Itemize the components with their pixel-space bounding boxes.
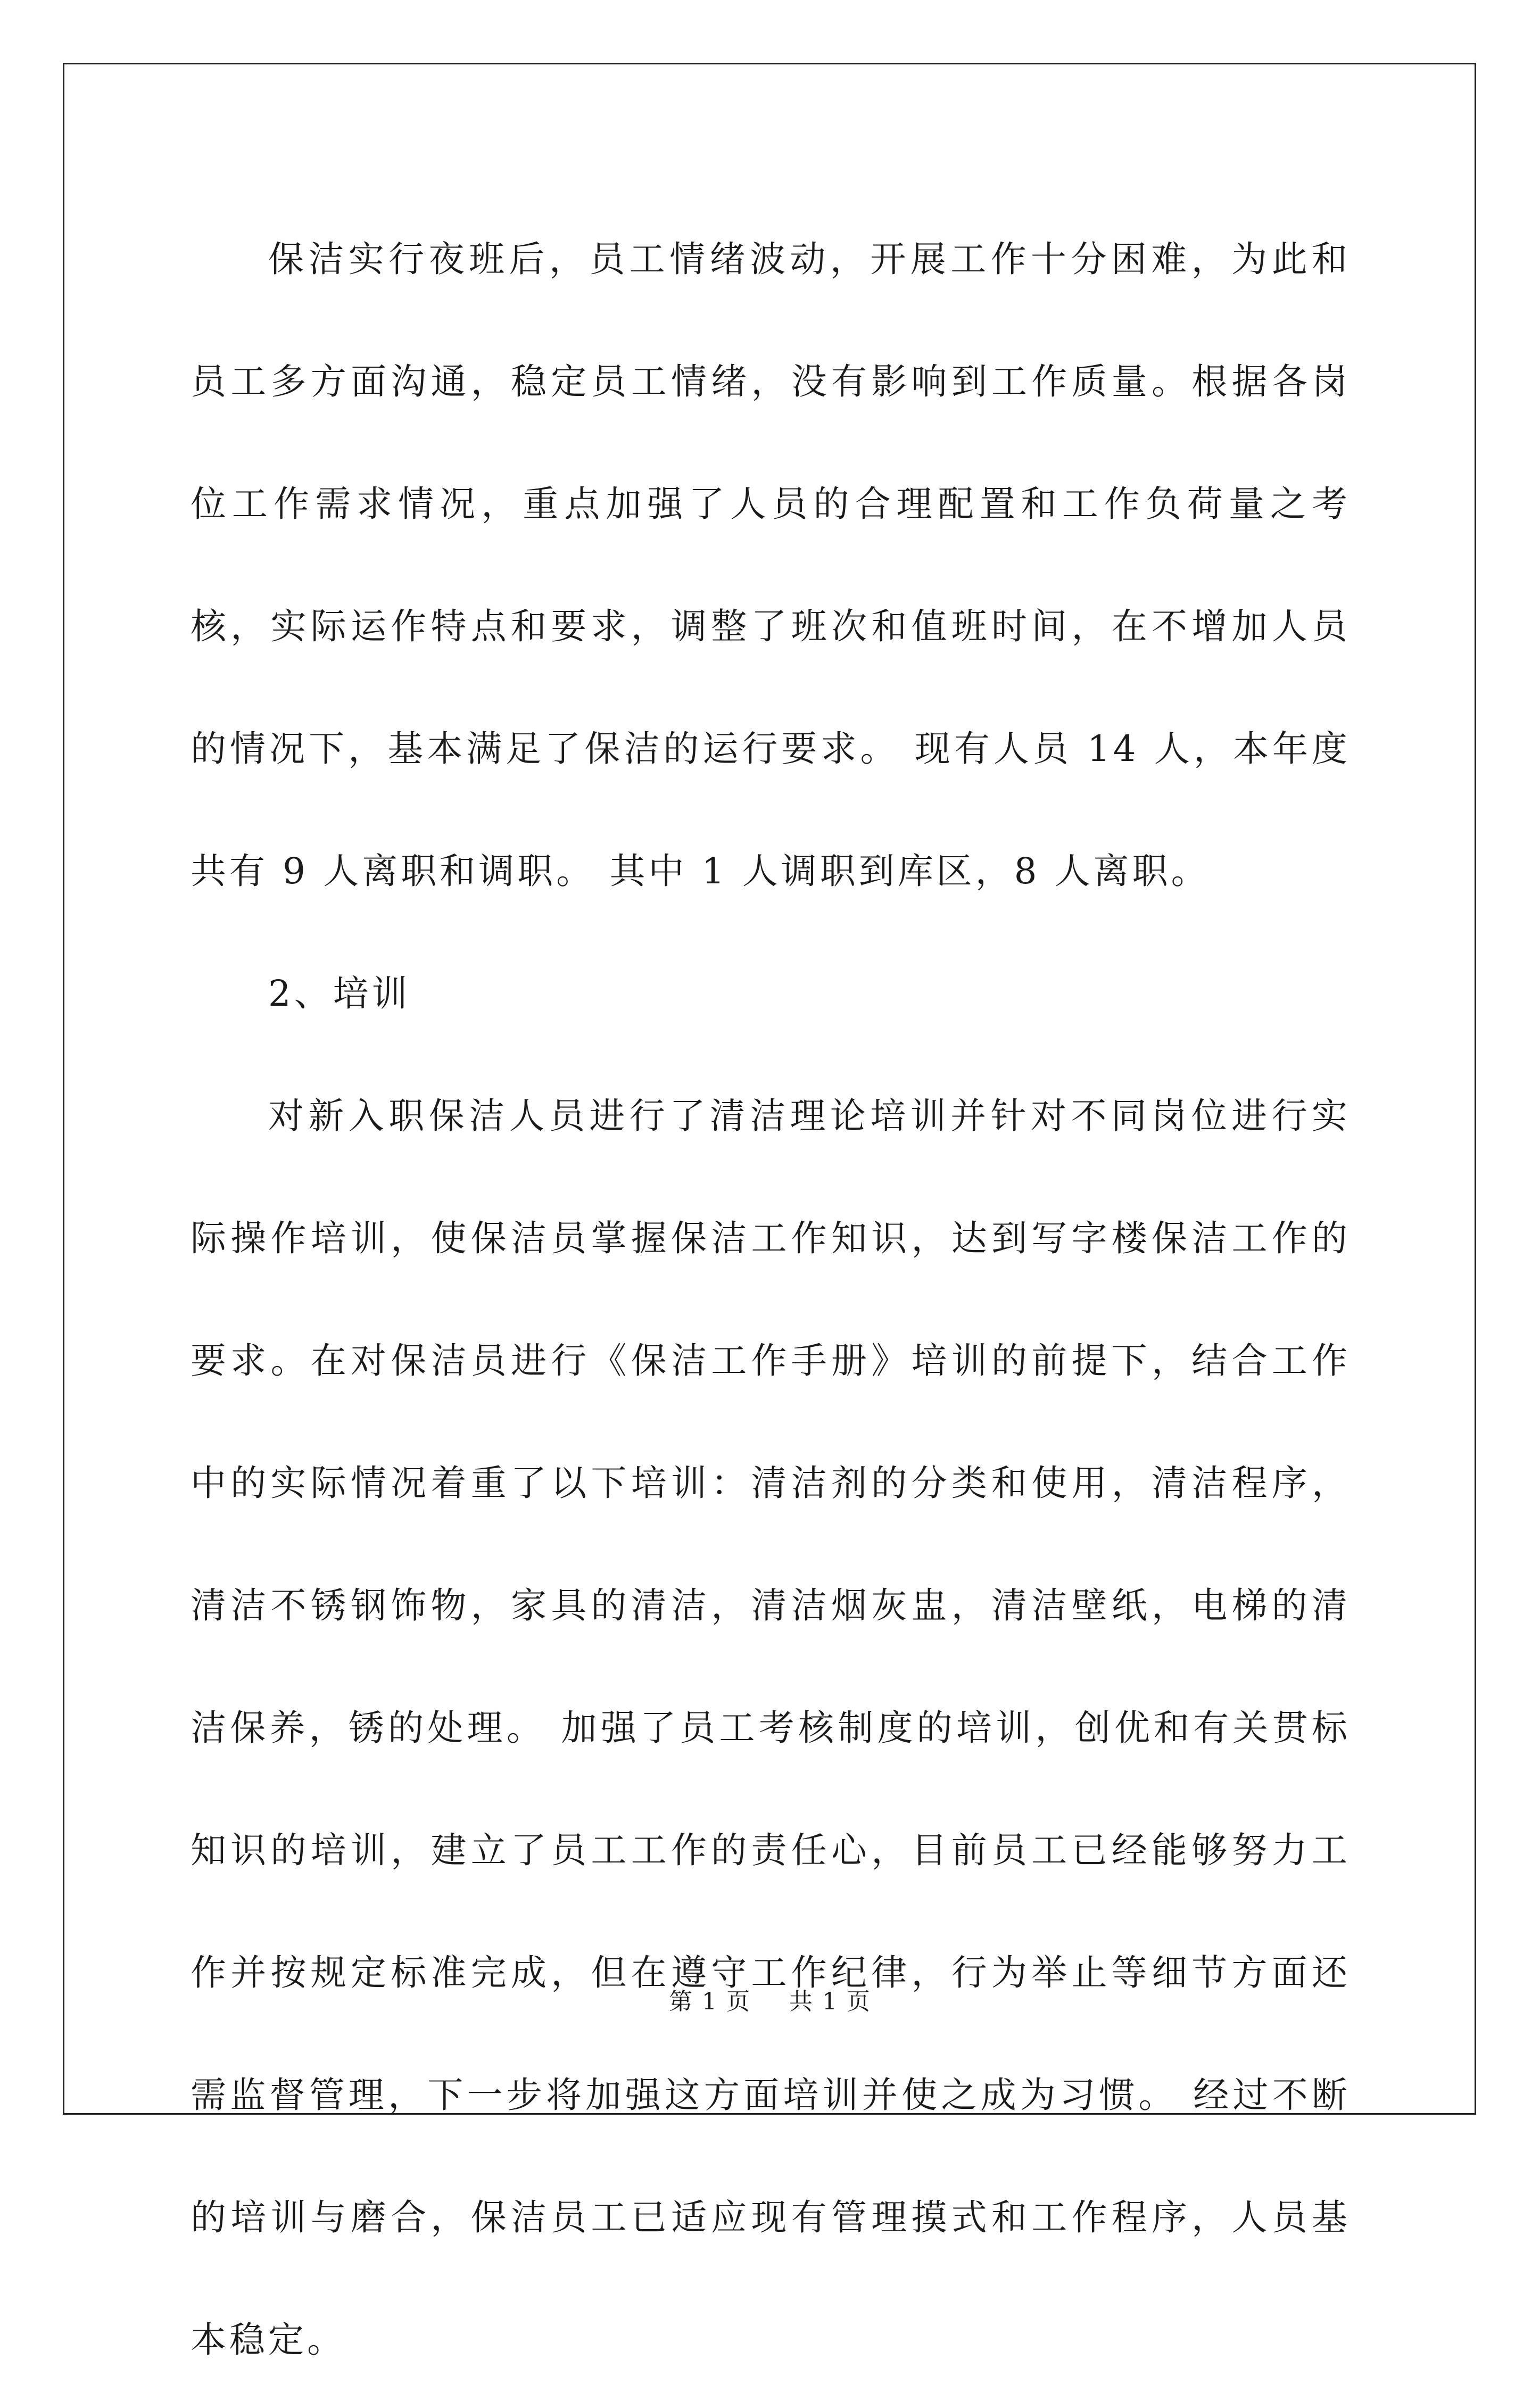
paragraph-training: 对新入职保洁人员进行了清洁理论培训并针对不同岗位进行实际操作培训，使保洁员掌握保洁工作知识，达到写字楼保洁工作的要求。在对保洁员进行《保洁工作手册》培训的前提下，结合工作中的实际情况着重了以下培训：清洁剂的分类和使用，清洁程序，清洁不锈钢饰物，家具的清洁，清洁烟灰盅，清洁壁纸，电梯的清洁保养，锈的处理。 加强了员工考核制度的培训，创优和有关贯标知识的培训，建立了员工工作的责任心，目前员工已经能够努力工作并按规定标准完成，但在遵守工作纪律，行为举止等细节方面还需监督管理，下一步将加强这方面培训并使之成为习惯。 经过不断的培训与磨合，保洁员工已适应现有管理摸式和工作程序，人员基本稳定。 <box>191 1095 1351 2361</box>
paragraph-staffing: 保洁实行夜班后，员工情绪波动，开展工作十分困难，为此和员工多方面沟通，稳定员工情绪，没有影响到工作质量。根据各岗位工作需求情况，重点加强了人员的合理配置和工作负荷量之考核，实际运作特点和要求，调整了班次和值班时间，在不增加人员的情况下，基本满足了保洁的运行要求。 现有人员 14 人，本年度共有 9 人离职和调职。 其中 1 人调职到库区，8 人离职。 <box>191 238 1351 892</box>
page-number: 第 1 页 <box>669 1988 751 2015</box>
document-body <box>191 198 1351 2401</box>
section-heading-training: 2、培训 <box>268 973 411 1014</box>
page-footer <box>0 1986 1540 2018</box>
page-total: 共 1 页 <box>789 1988 871 2015</box>
